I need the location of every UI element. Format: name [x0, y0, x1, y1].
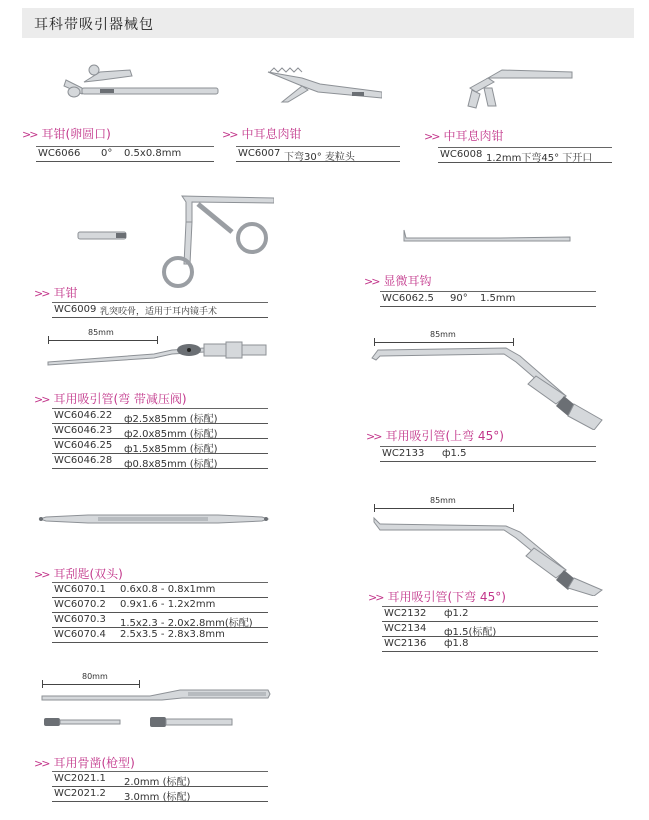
- table-row: WC2136 ф1.8: [382, 637, 598, 652]
- table-row: WC6046.25 ф1.5x85mm (标配): [52, 439, 268, 454]
- product-title: >> 耳用骨凿(枪型): [34, 756, 135, 770]
- double-chevron-right-icon: >>: [364, 275, 379, 288]
- table-row: WC6070.4 2.5x3.5 - 2.8x3.8mm: [52, 628, 268, 643]
- double-chevron-right-icon: >>: [34, 287, 49, 300]
- product-table: [380, 446, 596, 462]
- double-chevron-right-icon: >>: [34, 393, 49, 406]
- table-row: WC6070.3 1.5x2.3 - 2.0x2.8mm(标配): [52, 613, 268, 628]
- product-title: >> 耳刮匙(双头): [34, 567, 123, 581]
- product-title: >> 显微耳钩: [364, 274, 432, 288]
- ear-curette-double-image: [38, 511, 270, 527]
- middle-ear-polyp-forceps-b-image: [462, 66, 576, 112]
- product-title: >> 耳用吸引管(下弯 45°): [368, 590, 506, 604]
- table-row: WC6009 乳突咬骨，适用于耳内镜手术: [52, 303, 268, 318]
- double-chevron-right-icon: >>: [424, 130, 439, 143]
- table-row: WC6008 1.2mm下弯45° 下开口: [438, 148, 612, 163]
- product-table: [236, 146, 400, 162]
- double-chevron-right-icon: >>: [34, 757, 49, 770]
- ear-suction-up45-image: [370, 340, 610, 430]
- product-table: [52, 302, 268, 318]
- dimension-line: 85mm: [48, 330, 158, 344]
- product-table: [52, 582, 268, 643]
- table-row: WC6046.22 ф2.5x85mm (标配): [52, 409, 268, 424]
- table-row: WC6070.2 0.9x1.6 - 1.2x2mm: [52, 598, 268, 613]
- page-header: [22, 8, 634, 38]
- micro-ear-hook-image: [400, 228, 574, 244]
- double-chevron-right-icon: >>: [222, 128, 237, 141]
- table-row: WC2134 ф1.5(标配): [382, 622, 598, 637]
- table-row: WC6046.28 ф0.8x85mm (标配): [52, 454, 268, 469]
- table-row: WC2132 ф1.2: [382, 607, 598, 622]
- double-chevron-right-icon: >>: [22, 128, 37, 141]
- product-title: >> 耳用吸引管(弯 带减压阀): [34, 392, 187, 406]
- product-table: [382, 606, 598, 652]
- table-row: WC2133 ф1.5: [380, 447, 596, 462]
- product-table: [36, 146, 214, 162]
- page-title: 耳科带吸引器械包: [34, 17, 154, 33]
- ear-suction-curved-valve-image: [44, 336, 270, 370]
- table-row: WC6046.23 ф2.0x85mm (标配): [52, 424, 268, 439]
- product-title: >> 耳用吸引管(上弯 45°): [366, 429, 504, 443]
- product-title: >> 耳钳(卵圆口): [22, 127, 111, 141]
- dimension-line: 80mm: [42, 674, 140, 688]
- ear-forceps-image: [74, 192, 274, 290]
- double-chevron-right-icon: >>: [34, 568, 49, 581]
- product-table: [52, 771, 268, 802]
- ear-forceps-oval-image: [60, 58, 220, 106]
- product-table: [52, 408, 268, 469]
- table-row: WC6066 0° 0.5x0.8mm: [36, 147, 214, 162]
- double-chevron-right-icon: >>: [368, 591, 383, 604]
- table-row: WC6062.5 90° 1.5mm: [380, 292, 596, 307]
- table-row: WC6070.1 0.6x0.8 - 0.8x1mm: [52, 583, 268, 598]
- ear-suction-down45-image: [370, 510, 610, 596]
- product-title: >> 中耳息肉钳: [424, 129, 504, 143]
- double-chevron-right-icon: >>: [366, 430, 381, 443]
- ear-bone-chisel-image: [40, 684, 272, 732]
- dimension-line: 85mm: [374, 498, 514, 512]
- product-table: [438, 147, 612, 163]
- table-row: WC2021.2 3.0mm (标配): [52, 787, 268, 802]
- table-row: WC6007 下弯30° 麦粒头: [236, 147, 400, 162]
- product-title: >> 中耳息肉钳: [222, 127, 302, 141]
- middle-ear-polyp-forceps-a-image: [262, 66, 382, 106]
- product-title: >> 耳钳: [34, 286, 78, 300]
- table-row: WC2021.1 2.0mm (标配): [52, 772, 268, 787]
- product-table: [380, 291, 596, 307]
- dimension-line: 85mm: [374, 332, 514, 346]
